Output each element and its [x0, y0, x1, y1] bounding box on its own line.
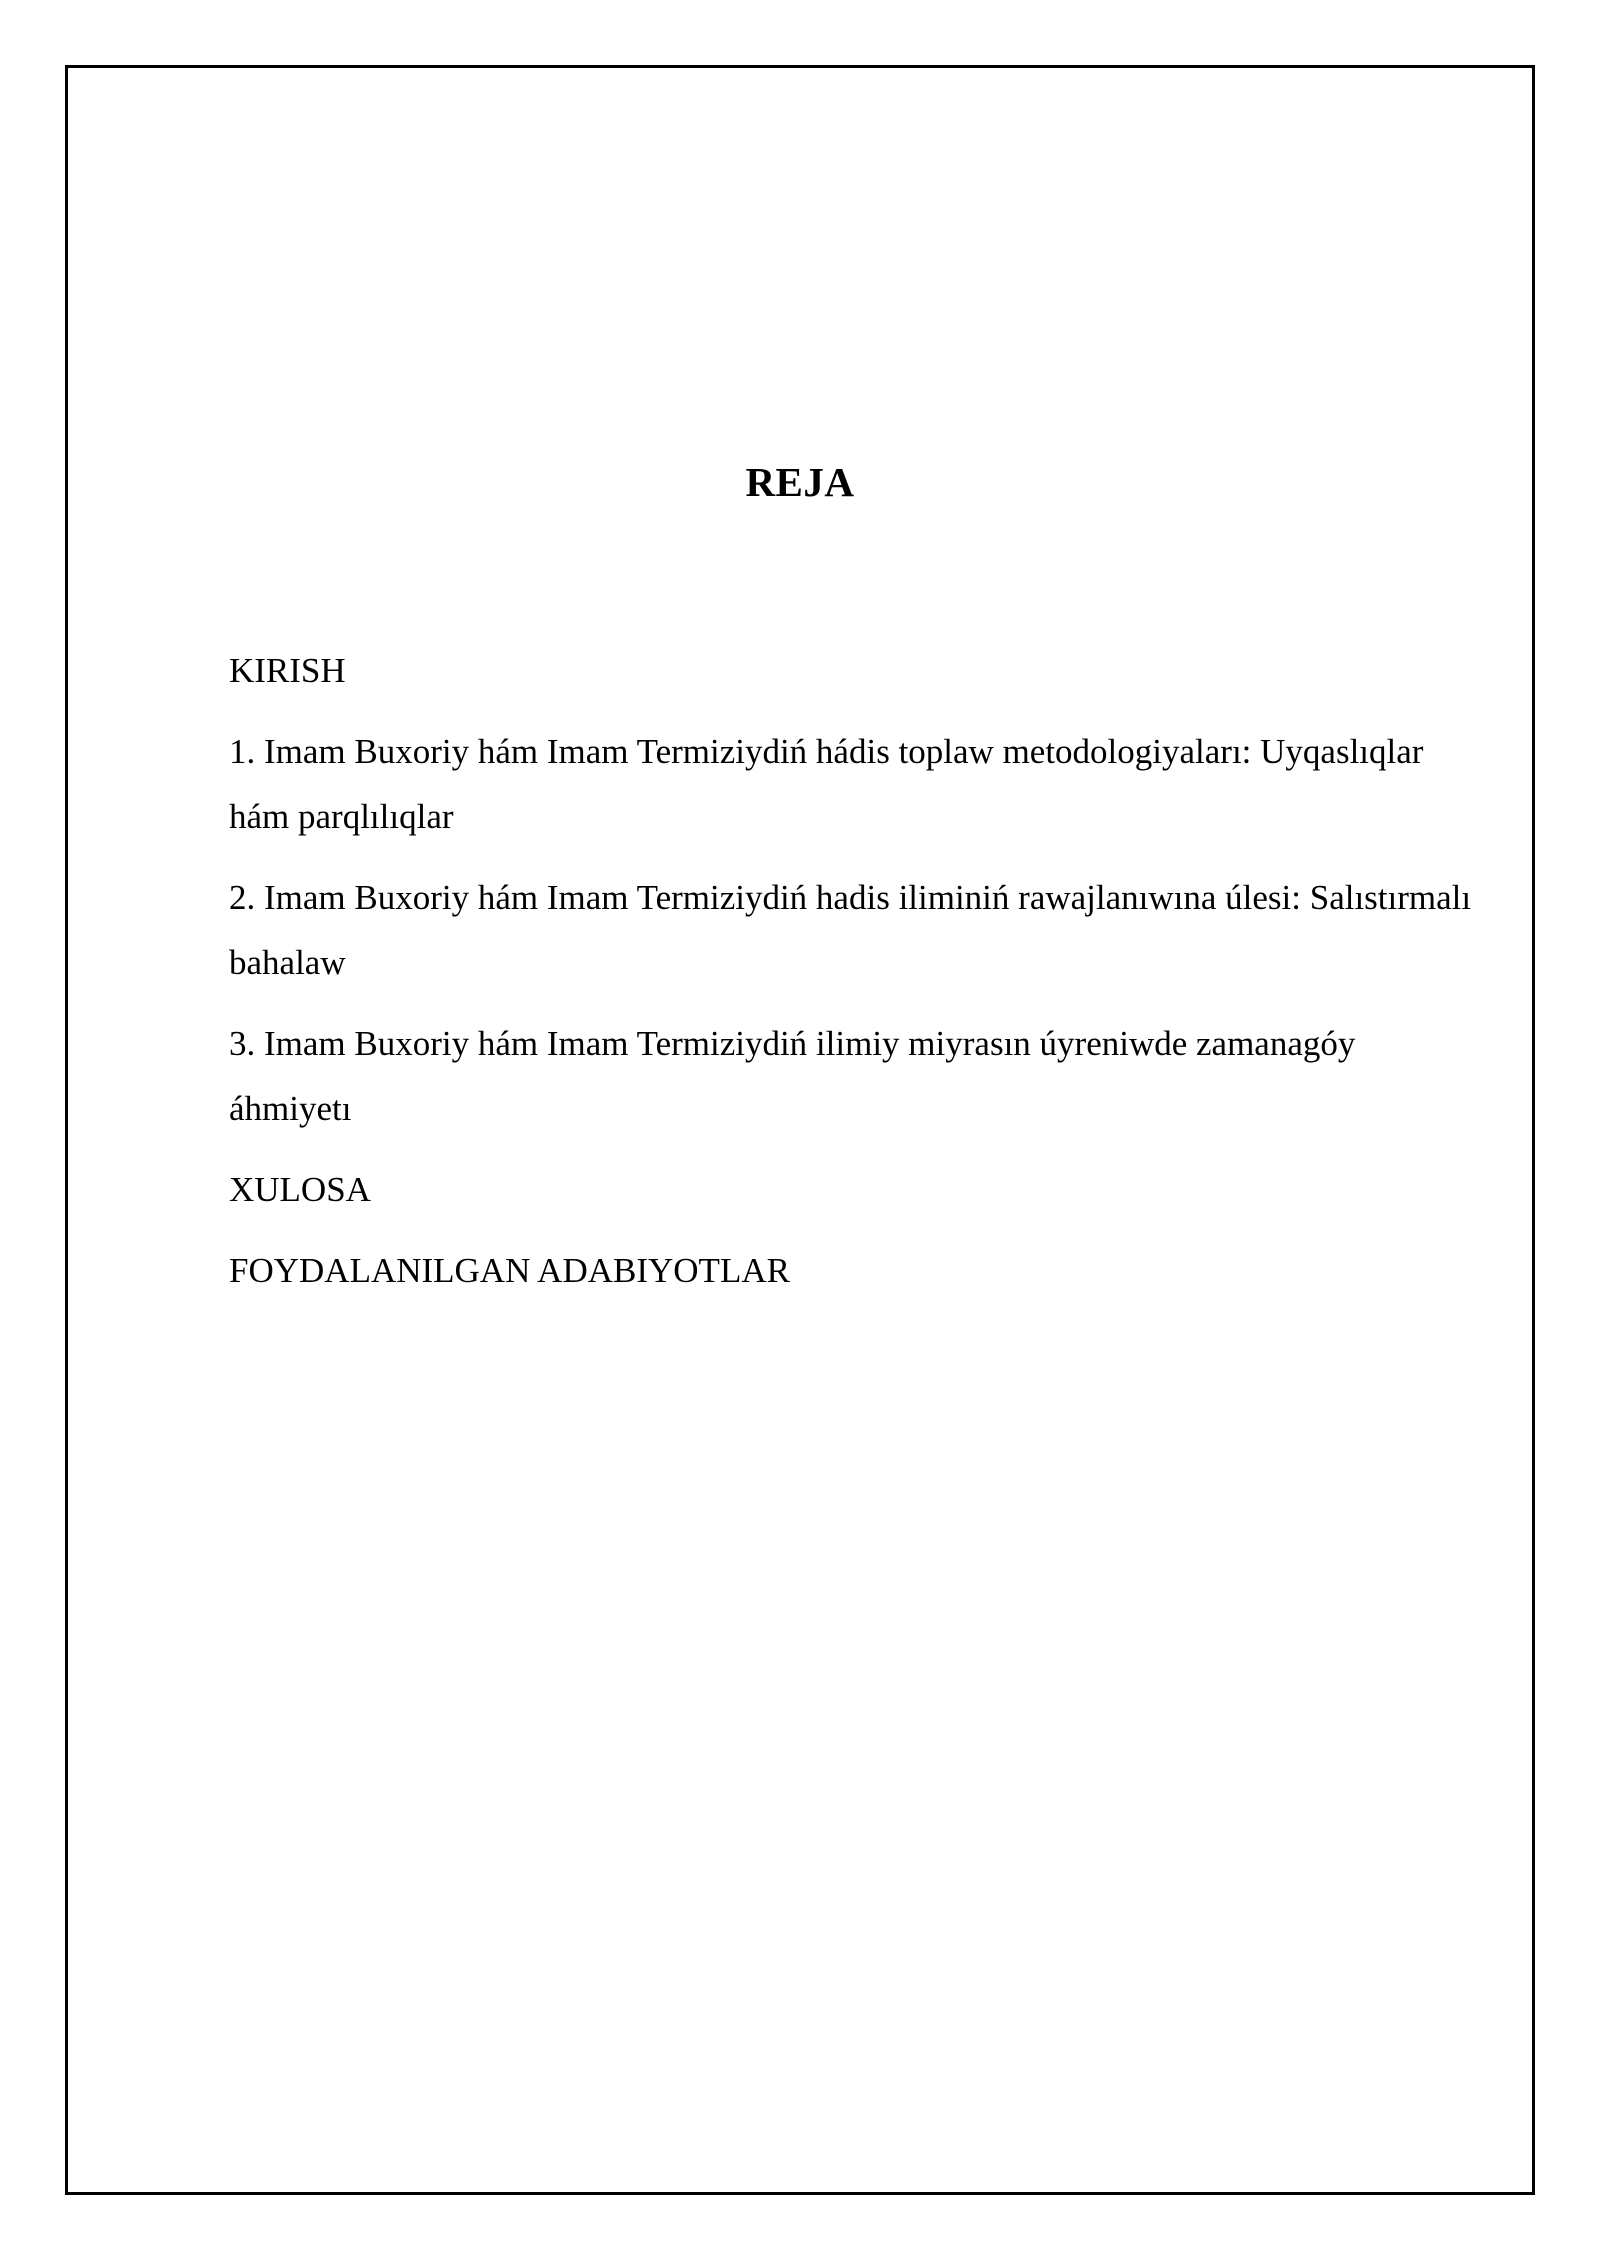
table-of-contents: [229, 638, 1479, 1303]
toc-item-references: FOYDALANILGAN ADABIYOTLAR: [229, 1251, 790, 1290]
toc-item-introduction: KIRISH: [229, 651, 346, 690]
toc-item-chapter-2: 2. Imam Buxoriy hám Imam Termiziydiń hadis iliminiń rawajlanıwına úlesi: Salıstırmalı bahalaw: [229, 878, 1472, 982]
toc-item-chapter-3: 3. Imam Buxoriy hám Imam Termiziydiń ilimiy miyrasın úyreniwde zamanagóy áhmiyetı: [229, 1024, 1356, 1128]
page-title: REJA: [745, 459, 855, 505]
toc-item-conclusion: XULOSA: [229, 1170, 371, 1209]
toc-item-chapter-1: 1. Imam Buxoriy hám Imam Termiziydiń hádis toplaw metodologiyaları: Uyqaslıqlar hám parqlılıqlar: [229, 732, 1424, 836]
